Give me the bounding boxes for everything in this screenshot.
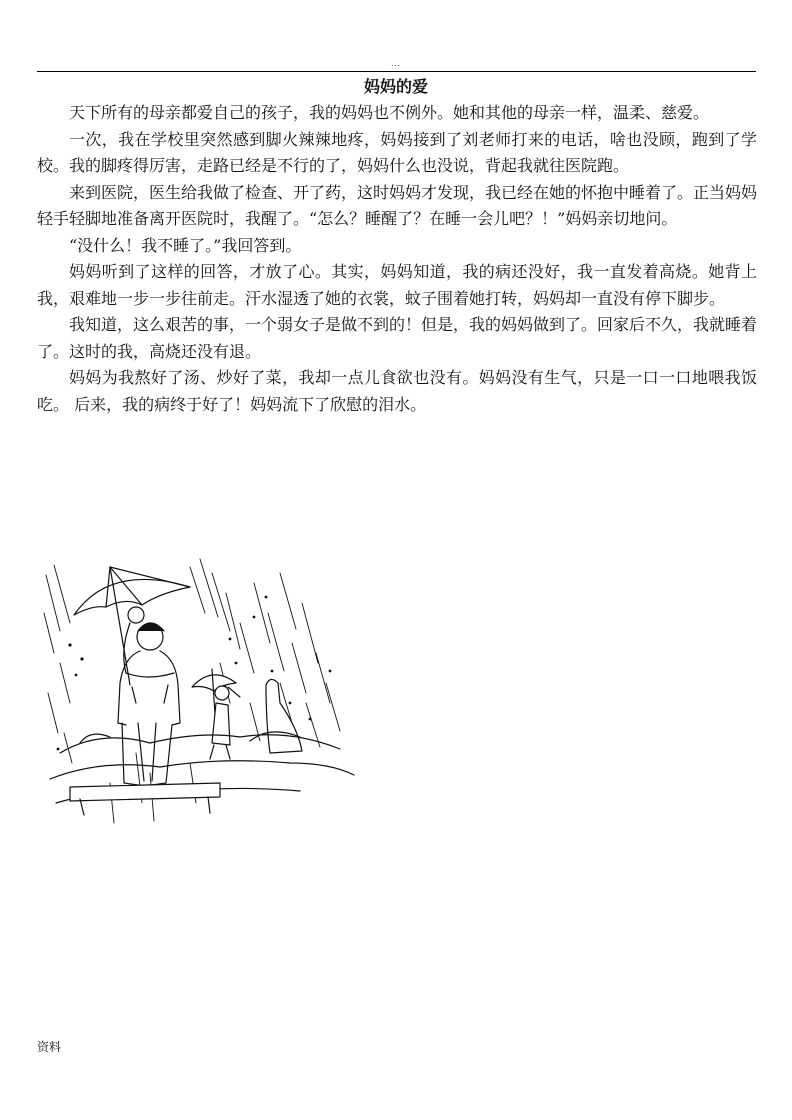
paragraph: 妈妈为我熬好了汤、炒好了菜，我却一点儿食欲也没有。妈妈没有生气，只是一口一口地喂我饭吃。 后来，我的病终于好了！妈妈流下了欣慰的泪水。 [37,368,757,414]
paragraph: 妈妈听到了这样的回答，才放了心。其实，妈妈知道，我的病还没好，我一直发着高烧。她背上我，艰难地一步一步往前走。汗水湿透了她的衣裳，蚊子围着她打转，妈妈却一直没有停下脚步。 [37,262,757,308]
paragraph: 天下所有的母亲都爱自己的孩子，我的妈妈也不例外。她和其他的母亲一样，温柔、慈爱。 [69,103,710,122]
page-title: 妈妈的爱 [363,77,428,96]
rain-umbrella-illustration-icon [40,553,360,831]
paragraph: 我知道，这么艰苦的事，一个弱女子是做不到的！但是，我的妈妈做到了。回家后不久，我就睡着了。这时的我，高烧还没有退。 [37,315,758,361]
article-body [37,100,757,418]
flooded-ground-icon [50,732,354,815]
mother-figure-icon [118,607,180,795]
paragraph: 来到医院，医生给我做了检查、开了药，这时妈妈才发现，我已经在她的怀抱中睡着了。正当妈妈轻手轻脚地准备离开医院时，我醒了。“怎么？睡醒了？在睡一会儿吧？！”妈妈亲切地问。 [37,182,758,228]
hooded-figure-icon [266,679,302,753]
header-divider [37,71,756,72]
paragraph: 一次，我在学校里突然感到脚火辣辣地疼，妈妈接到了刘老师打来的电话，啥也没顾，跑到了学校。我的脚疼得厉害，走路已经是不行的了，妈妈什么也没说，背起我就往医院跑。 [37,129,757,175]
umbrella-icon [74,567,190,685]
paragraph: “没什么！我不睡了。”我回答到。 [69,235,302,255]
header-mark: ... [391,60,401,68]
child-with-umbrella-icon [192,669,240,759]
footer-label: 资料 [37,1040,62,1054]
